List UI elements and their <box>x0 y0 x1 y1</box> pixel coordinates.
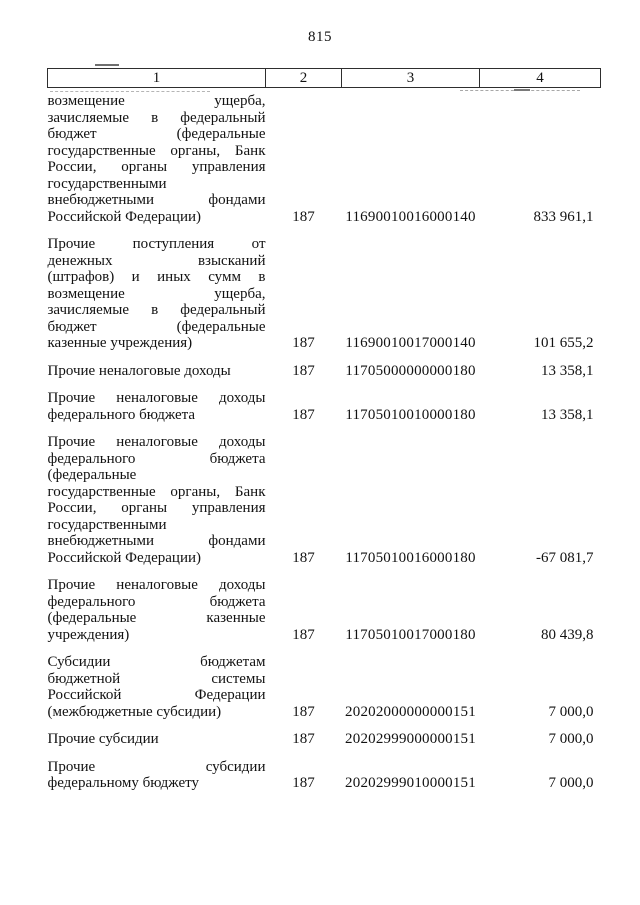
description-line: федерального бюджета <box>47 450 266 467</box>
row-admin-code: 187 <box>292 406 315 423</box>
description-line: бюджетной системы <box>47 670 266 687</box>
row-kbk-code: 11690010016000140 <box>345 208 476 225</box>
description-line: внебюджетными фондами <box>47 533 266 549</box>
row-kbk-code: 11705010017000180 <box>345 626 476 643</box>
row-kbk-code: 11705010016000180 <box>345 549 476 566</box>
description-line: федерального бюджета <box>47 406 196 423</box>
table-row <box>48 352 601 380</box>
description-line: денежных взысканий <box>47 252 266 269</box>
column-header-3: 3 <box>342 69 480 88</box>
description-line: государственными <box>47 516 167 533</box>
scan-artifact <box>95 64 119 66</box>
description-line: (межбюджетные субсидии) <box>47 703 222 720</box>
row-admin-code: 187 <box>292 626 315 643</box>
description-line: России, органы управления <box>47 500 266 516</box>
description-line: возмещение ущерба, <box>47 285 266 302</box>
table-row <box>48 88 601 226</box>
description-line: Прочие неналоговые доходы <box>47 434 266 450</box>
table-body <box>48 88 601 792</box>
table-row <box>48 643 601 720</box>
row-description <box>48 720 266 748</box>
row-description <box>48 352 266 380</box>
budget-revenue-table <box>47 68 601 792</box>
description-line: Российской Федерации <box>47 687 266 703</box>
description-line: Прочие субсидии <box>47 731 159 747</box>
row-kbk-code: 20202999000000151 <box>345 731 476 747</box>
description-line: (федеральные <box>47 467 137 483</box>
description-line: (штрафов) и иных сумм в <box>47 269 266 285</box>
row-amount: 13 358,1 <box>541 406 594 423</box>
row-description <box>48 748 266 792</box>
row-admin-code: 187 <box>292 208 315 225</box>
row-amount: 80 439,8 <box>541 626 594 643</box>
description-line: казенные учреждения) <box>47 335 193 351</box>
row-description <box>48 423 266 566</box>
description-line: федерального бюджета <box>47 593 266 610</box>
table-header <box>48 69 601 88</box>
description-line: Прочие поступления от <box>47 236 266 252</box>
row-kbk-code: 20202999010000151 <box>345 775 476 791</box>
table-row <box>48 566 601 643</box>
row-amount: 101 655,2 <box>533 335 594 351</box>
row-admin-code: 187 <box>292 731 315 747</box>
column-header-4: 4 <box>480 69 601 88</box>
row-description <box>48 566 266 643</box>
table-row <box>48 720 601 748</box>
description-line: Прочие неналоговые доходы <box>47 362 231 379</box>
column-header-2: 2 <box>266 69 342 88</box>
description-line: государственные органы, Банк <box>47 483 266 500</box>
description-line: (федеральные казенные <box>47 610 266 626</box>
description-line: федеральному бюджету <box>47 775 199 791</box>
description-line: зачисляемые в федеральный <box>47 302 266 318</box>
table-header-row <box>48 69 601 88</box>
table-row <box>48 748 601 792</box>
row-kbk-code: 11690010017000140 <box>345 335 476 351</box>
row-kbk-code: 20202000000000151 <box>345 703 476 720</box>
description-line: внебюджетными фондами <box>47 192 266 208</box>
row-amount: 13 358,1 <box>541 362 594 379</box>
description-line: государственными <box>47 175 167 192</box>
description-line: Прочие неналоговые доходы <box>47 577 266 593</box>
row-kbk-code: 11705000000000180 <box>345 362 476 379</box>
column-header-1: 1 <box>48 69 266 88</box>
row-admin-code: 187 <box>292 549 315 566</box>
table-row <box>48 423 601 566</box>
description-line: бюджет (федеральные <box>47 126 266 142</box>
row-amount: -67 081,7 <box>536 549 594 566</box>
row-amount: 7 000,0 <box>548 775 594 791</box>
row-kbk-code: 11705010010000180 <box>345 406 476 423</box>
row-description <box>48 225 266 352</box>
description-line: Прочие неналоговые доходы <box>47 390 266 406</box>
row-description <box>48 379 266 423</box>
row-description <box>48 643 266 720</box>
description-line: Российской Федерации) <box>47 549 202 566</box>
description-line: Субсидии бюджетам <box>47 654 266 670</box>
page-number: 815 <box>308 29 332 45</box>
description-line: бюджет (федеральные <box>47 318 266 335</box>
row-amount: 7 000,0 <box>548 703 594 720</box>
description-line: государственные органы, Банк <box>47 142 266 159</box>
description-line: Прочие субсидии <box>47 758 266 775</box>
description-line: учреждения) <box>47 626 130 643</box>
description-line: России, органы управления <box>47 159 266 175</box>
row-admin-code: 187 <box>292 335 315 351</box>
table-row <box>48 379 601 423</box>
row-description <box>48 88 266 226</box>
description-line: Российской Федерации) <box>47 208 202 225</box>
description-line: возмещение ущерба, <box>47 93 266 109</box>
row-admin-code: 187 <box>292 775 315 791</box>
description-line: зачисляемые в федеральный <box>47 109 266 126</box>
row-admin-code: 187 <box>292 362 315 379</box>
table-row <box>48 225 601 352</box>
row-admin-code: 187 <box>292 703 315 720</box>
row-amount: 833 961,1 <box>533 208 594 225</box>
row-amount: 7 000,0 <box>548 731 594 747</box>
